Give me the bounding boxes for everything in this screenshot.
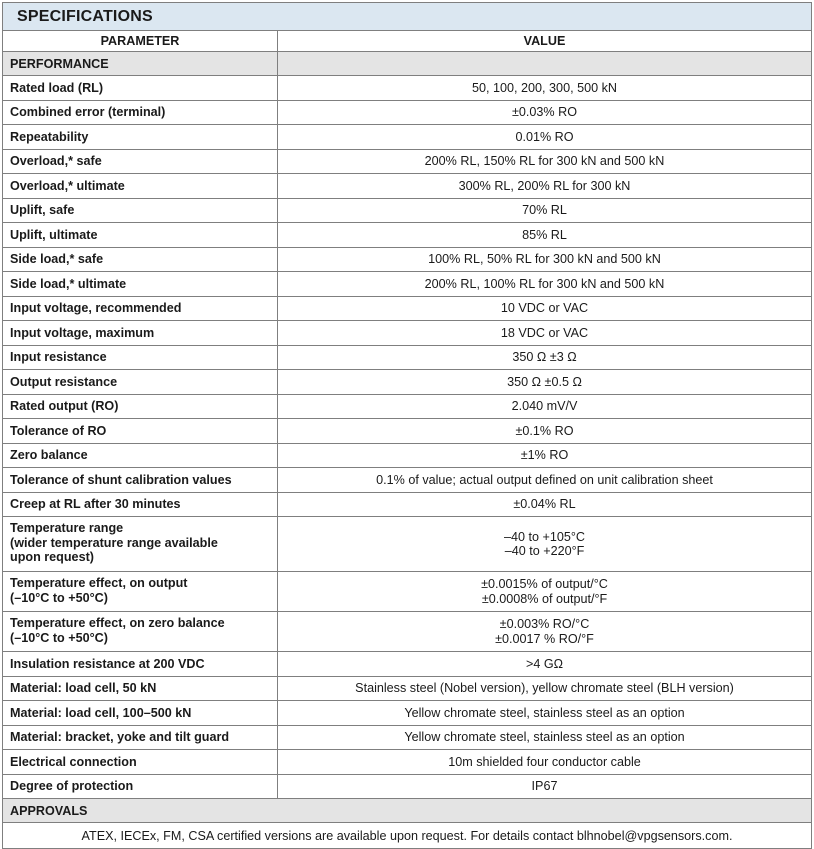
value-cell: ±0.1% RO xyxy=(278,419,812,444)
table-row xyxy=(3,443,812,468)
value-cell xyxy=(278,517,812,572)
parameter-cell: Material: load cell, 100–500 kN xyxy=(3,701,278,726)
value-cell: 300% RL, 200% RL for 300 kN xyxy=(278,174,812,199)
performance-section-blank xyxy=(278,52,812,76)
value-cell: 350 Ω ±0.5 Ω xyxy=(278,370,812,395)
value-line: ±0.0017 % RO/°F xyxy=(495,631,594,646)
value-line: –40 to +220°F xyxy=(504,544,585,558)
parameter-cell: Zero balance xyxy=(3,443,278,468)
parameter-column-header: PARAMETER xyxy=(3,31,278,52)
parameter-cell: Degree of protection xyxy=(3,774,278,799)
value-cell xyxy=(278,572,812,612)
table-row xyxy=(3,296,812,321)
parameter-cell: Material: load cell, 50 kN xyxy=(3,676,278,701)
parameter-cell: Material: bracket, yoke and tilt guard xyxy=(3,725,278,750)
value-cell: Yellow chromate steel, stainless steel as an option xyxy=(278,725,812,750)
value-cell: 70% RL xyxy=(278,198,812,223)
parameter-cell: Side load,* safe xyxy=(3,247,278,272)
specifications-table xyxy=(2,2,812,849)
value-cell: Stainless steel (Nobel version), yellow chromate steel (BLH version) xyxy=(278,676,812,701)
table-row xyxy=(3,701,812,726)
table-row xyxy=(3,468,812,493)
table-row xyxy=(3,272,812,297)
performance-section-row xyxy=(3,52,812,76)
parameter-cell: Overload,* ultimate xyxy=(3,174,278,199)
parameter-cell: Uplift, safe xyxy=(3,198,278,223)
value-cell xyxy=(278,612,812,652)
parameter-cell xyxy=(3,572,278,612)
parameter-cell: Tolerance of shunt calibration values xyxy=(3,468,278,493)
parameter-cell: Input voltage, recommended xyxy=(3,296,278,321)
value-cell: IP67 xyxy=(278,774,812,799)
value-cell: 2.040 mV/V xyxy=(278,394,812,419)
table-row xyxy=(3,394,812,419)
parameter-cell: Input resistance xyxy=(3,345,278,370)
table-row xyxy=(3,774,812,799)
value-cell: ±0.04% RL xyxy=(278,492,812,517)
table-title: SPECIFICATIONS xyxy=(3,3,812,31)
parameter-line: upon request) xyxy=(10,550,94,564)
table-row xyxy=(3,419,812,444)
parameter-cell xyxy=(3,517,278,572)
value-cell: Yellow chromate steel, stainless steel as an option xyxy=(278,701,812,726)
value-line: ±0.0015% of output/°C xyxy=(481,577,608,591)
table-row xyxy=(3,125,812,150)
table-row xyxy=(3,321,812,346)
column-header-row xyxy=(3,31,812,52)
table-row xyxy=(3,149,812,174)
parameter-cell: Tolerance of RO xyxy=(3,419,278,444)
table-row xyxy=(3,750,812,775)
value-line: ±0.003% RO/°C xyxy=(499,617,590,631)
table-row xyxy=(3,174,812,199)
parameter-line: Temperature range xyxy=(10,521,124,535)
table-row xyxy=(3,100,812,125)
table-row xyxy=(3,652,812,677)
approvals-section-row xyxy=(3,799,812,823)
parameter-line: Temperature effect, on output xyxy=(10,576,188,590)
table-row xyxy=(3,345,812,370)
parameter-cell xyxy=(3,612,278,652)
table-row xyxy=(3,492,812,517)
parameter-cell: Insulation resistance at 200 VDC xyxy=(3,652,278,677)
parameter-cell: Combined error (terminal) xyxy=(3,100,278,125)
parameter-cell: Output resistance xyxy=(3,370,278,395)
value-cell: 85% RL xyxy=(278,223,812,248)
performance-section-label: PERFORMANCE xyxy=(3,52,278,76)
approvals-text: ATEX, IECEx, FM, CSA certified versions are available upon request. For details contact blhnobel@vpgsensors.com. xyxy=(3,823,812,849)
value-cell: 10m shielded four conductor cable xyxy=(278,750,812,775)
value-cell: 50, 100, 200, 300, 500 kN xyxy=(278,76,812,101)
table-row xyxy=(3,198,812,223)
value-cell: 350 Ω ±3 Ω xyxy=(278,345,812,370)
table-row xyxy=(3,370,812,395)
table-row xyxy=(3,517,812,572)
table-row xyxy=(3,612,812,652)
parameter-cell: Rated output (RO) xyxy=(3,394,278,419)
value-line: ±0.0008% of output/°F xyxy=(481,591,608,606)
table-row xyxy=(3,76,812,101)
table-row xyxy=(3,676,812,701)
table-row xyxy=(3,223,812,248)
approvals-section-label: APPROVALS xyxy=(3,799,812,823)
table-row xyxy=(3,247,812,272)
value-cell: ±1% RO xyxy=(278,443,812,468)
parameter-line: Temperature effect, on zero balance xyxy=(10,616,225,630)
parameter-line: (wider temperature range available xyxy=(10,535,218,550)
parameter-cell: Repeatability xyxy=(3,125,278,150)
parameter-cell: Input voltage, maximum xyxy=(3,321,278,346)
value-cell: ±0.03% RO xyxy=(278,100,812,125)
value-line: –40 to +105°C xyxy=(504,529,586,544)
parameter-cell: Side load,* ultimate xyxy=(3,272,278,297)
title-row xyxy=(3,3,812,31)
value-cell: 0.01% RO xyxy=(278,125,812,150)
value-column-header: VALUE xyxy=(278,31,812,52)
parameter-cell: Overload,* safe xyxy=(3,149,278,174)
approvals-row xyxy=(3,823,812,849)
parameter-line: (–10°C to +50°C) xyxy=(10,630,108,645)
specifications-sheet xyxy=(2,2,811,849)
parameter-cell: Creep at RL after 30 minutes xyxy=(3,492,278,517)
table-row xyxy=(3,572,812,612)
parameter-cell: Uplift, ultimate xyxy=(3,223,278,248)
table-row xyxy=(3,725,812,750)
value-cell: 200% RL, 100% RL for 300 kN and 500 kN xyxy=(278,272,812,297)
value-cell: 18 VDC or VAC xyxy=(278,321,812,346)
parameter-cell: Rated load (RL) xyxy=(3,76,278,101)
parameter-line: (–10°C to +50°C) xyxy=(10,590,108,605)
parameter-cell: Electrical connection xyxy=(3,750,278,775)
value-cell: >4 GΩ xyxy=(278,652,812,677)
value-cell: 10 VDC or VAC xyxy=(278,296,812,321)
value-cell: 0.1% of value; actual output defined on unit calibration sheet xyxy=(278,468,812,493)
value-cell: 200% RL, 150% RL for 300 kN and 500 kN xyxy=(278,149,812,174)
value-cell: 100% RL, 50% RL for 300 kN and 500 kN xyxy=(278,247,812,272)
